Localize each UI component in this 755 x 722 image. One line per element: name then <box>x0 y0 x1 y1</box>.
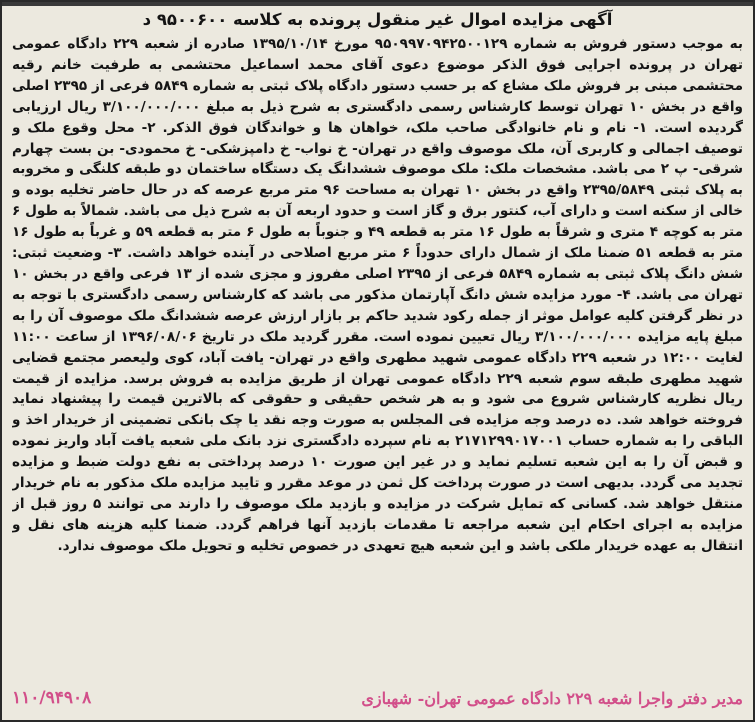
top-border-strip <box>2 2 753 6</box>
notice-body: به موجب دستور فروش به شماره ۹۵۰۹۹۷۰۹۴۲۵۰۰۱۲۹ مورخ ۱۳۹۵/۱۰/۱۴ صادره از شعبه ۲۲۹ دادگاه عمومی تهران در پرونده اجرایی فوق الذکر موضوع دعوی آقای محمد اسماعیل محتشمی به طرفیت خانم رقیه محتشمی مبنی بر فروش ملک مشاع که بر حسب دستور دادگاه پلاک ثبتی به شماره ۵۸۴۹ فرعی از ۲۳۹۵ اصلی واقع در بخش ۱۰ تهران توسط کارشناس رسمی دادگستری به شرح ذیل به مبلغ ۳/۱۰۰/۰۰۰/۰۰۰ ریال ارزیابی گردیده است. ۱- نام و نام خانوادگی صاحب ملک، خواهان ها و خواندگان فوق الذکر. ۲- محل وقوع ملک و توصیف اجمالی و کاربری آن، ملک موصوف واقع در تهران- خ نواب- خ دامپزشکی- خ محمودی- بن بست چهارم شرقی- پ ۲ می باشد. مشخصات ملک: ملک موصوف ششدانگ یک دستگاه ساختمان دو طبقه کلنگی و مخروبه به پلاک ثبتی ۲۳۹۵/۵۸۴۹ واقع در بخش ۱۰ تهران به مساحت ۹۶ متر مربع عرصه که در حال حاضر تخلیه بوده و خالی از سکنه است و دارای آب، کنتور برق و گاز است و حدود اربعه آن به شرح ذیل می باشد. شمالاً به طول ۶ متر به کوچه ۴ متری و شرقاً به طول ۱۶ متر به قطعه ۴۹ و جنوباً به طول ۶ متر به قطعه ۵۹ و غرباً به طول ۱۶ متر به قطعه ۵۱ ضمنا ملک از شمال دارای حدوداً ۶ متر مربع اصلاحی در آینده خواهد داشت. ۳- وضعیت ثبتی: شش دانگ پلاک ثبتی به شماره ۵۸۴۹ فرعی از ۲۳۹۵ اصلی مفروز و مجزی شده از ۱۳ فرعی واقع در بخش ۱۰ تهران می باشد. ۴- مورد مزایده شش دانگ آپارتمان مذکور می باشد که کارشناس رسمی دادگستری با توجه به در نظر گرفتن کلیه عوامل موثر از جمله رکود شدید حاکم بر بازار ارزش عرصه ششدانگ ملک موصوف آن را به مبلغ پایه مزایده ۳/۱۰۰/۰۰۰/۰۰۰ ریال تعیین نموده است. مقرر گردید ملک در تاریخ ۱۳۹۶/۰۸/۰۶ از ساعت ۱۱:۰۰ لغایت ۱۲:۰۰ در شعبه ۲۲۹ دادگاه عمومی شهید مطهری واقع در تهران- یافت آباد، کوی ولیعصر مجتمع قضایی شهید مطهری طبقه سوم شعبه ۲۲۹ دادگاه عمومی تهران از طریق مزایده به فروش برسد. مزایده از قیمت ریال نظریه کارشناس شروع می شود و به هر شخص حقیقی و حقوقی که بالاترین قیمت را پیشنهاد نماید فروخته خواهد شد. ده درصد وجه مزایده فی المجلس به صورت وجه نقد یا چک بانکی تضمینی از خریدار اخذ و الباقی را به شماره حساب ۲۱۷۱۲۹۹۰۱۷۰۰۱ به نام سپرده دادگستری نزد بانک ملی شعبه یافت آباد واریز نموده و قبض آن را به این شعبه تسلیم نماید و در غیر این صورت ۱۰ درصد پرداختی به نفع دولت ضبط و مزایده تجدید می گردد. بدیهی است در صورت پرداخت کل ثمن در موعد مقرر و تایید مزایده ملک مذکور به نام خریدار منتقل خواهد شد. کسانی که تمایل شرکت در مزایده و بازدید ملک موصوف را دارند می توانند ۵ روز قبل از مزایده به اجرای احکام این شعبه مراجعه تا مقدمات بازدید آنها فراهم گردد. ضمنا کلیه هزینه های نقل و انتقال به عهده خریدار ملکی باشد و این شعبه هیچ تعهدی در خصوص تخلیه و تحویل ملک موصوف ندارد. <box>12 36 743 554</box>
signature-line: مدیر دفتر واجرا شعبه ۲۲۹ دادگاه عمومی تهران- شهبازی <box>361 688 743 708</box>
ad-code: ۱۱۰/۹۴۹۰۸ <box>12 688 92 708</box>
notice-title: آگهی مزایده اموال غیر منقول پرونده به کلاسه ۹۵۰۰۶۰۰ د <box>142 10 613 29</box>
notice-footer <box>12 684 743 712</box>
